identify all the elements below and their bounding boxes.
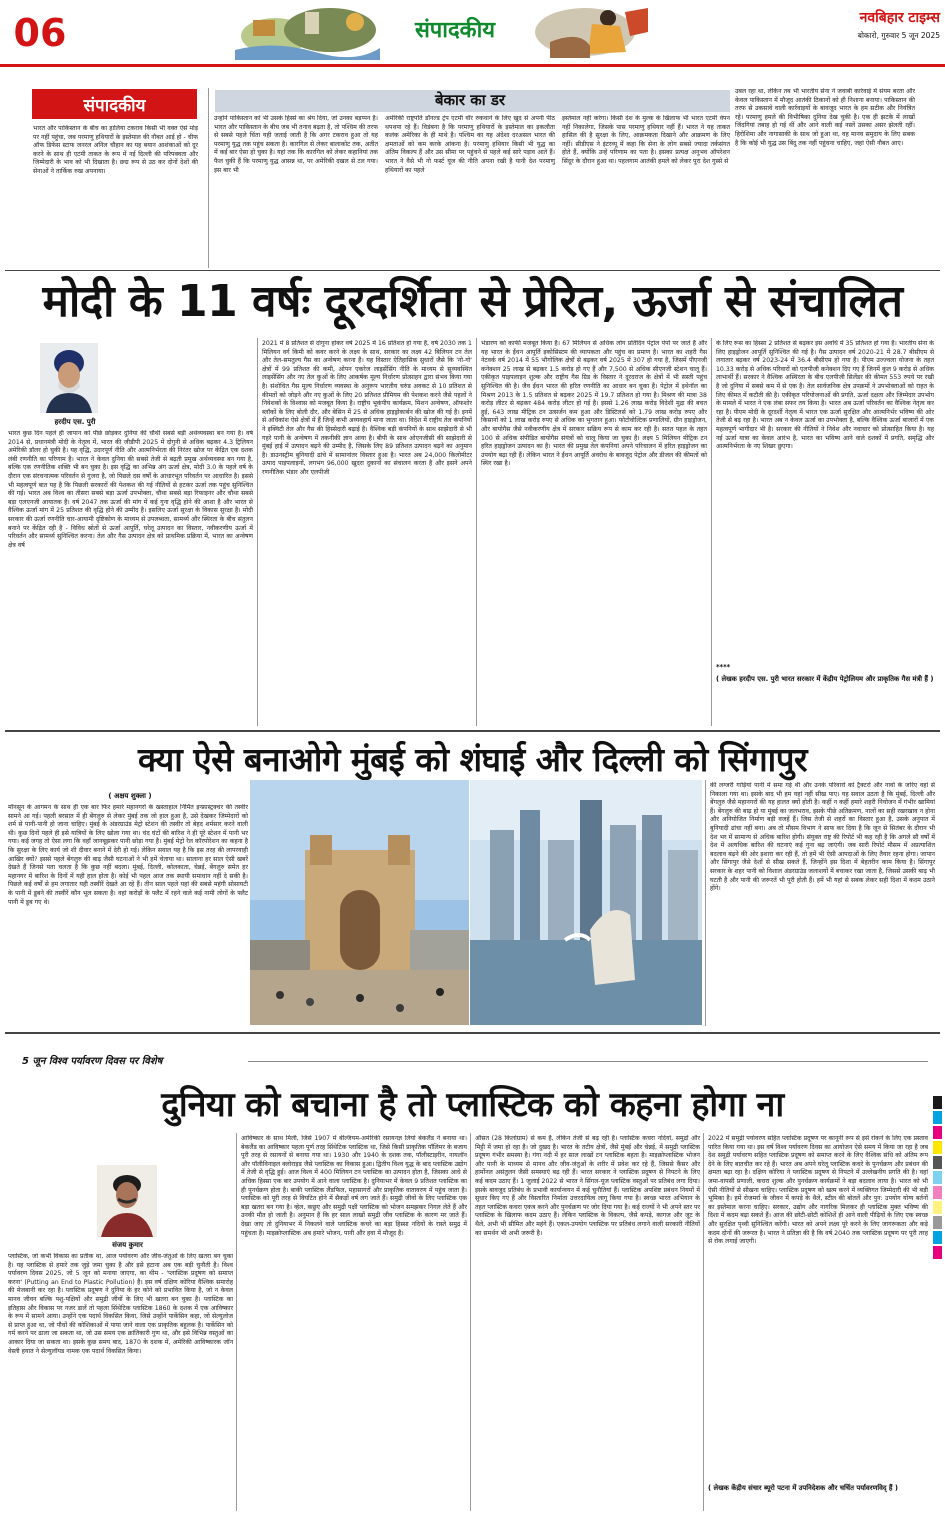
reg-mark [933, 1216, 942, 1229]
reg-mark [933, 1231, 942, 1244]
gateway-of-india-photo [250, 780, 469, 1025]
header-collage-right [530, 2, 650, 60]
reg-mark [933, 1156, 942, 1169]
reg-mark [933, 1171, 942, 1184]
article3-author: संजय कुमार [112, 1241, 143, 1249]
article1-headline: मोदी के 11 वर्षः दूरदर्शिता से प्रेरित, ऊर्जा से संचालित [42, 276, 903, 327]
article2-col-2: की लग्जरी गाड़ियां पानी में समा गई थीं और उनके परिवारों को ट्रैक्टरों और नावों के जरिए वहां से निकाला गया था। इसके बाद भी हम यहां नहीं सीख पाए। यह सवाल उठता है कि मुंबई, दिल्ली और बेंगलुरु जैसे महानगरों की यह हालत क्यों होती है। कहीं न कहीं हमारे शहरी नियोजन में गंभीर खामियां हैं। बेंगलुरु की बाढ़ हो या मुंबई का जलभराव, इसके पीछे अतिक्रमण, नालों का सही रखरखाव न होना और अनियोजित निर्माण बड़ी वजहें हैं। जिस तेजी से शहरों का विस्तार हुआ है, उसके अनुपात में बुनियादी ढांचा नहीं बना। अब तो मौसम विभाग ने साफ कर दिया है कि जून से सितंबर के दौरान भी देश भर में सामान्य से अधिक बारिश होगी। संयुक्त राष्ट्र की रिपोर्ट भी कह रही है कि अगले सौ वर्षों में देश में अत्यधिक बारिश की घटनाएं कई गुना बढ़ जाएंगी। जब सारी रिपोर्ट मौसम में अप्रत्याशित बदलाव बढ़ने की ओर इशारा कर रही हैं, तो हमें भी ऐसी आपदाओं के लिए तैयार रहना होगा। जापान और सिंगापुर जैसे देशों से सीख सकते हैं, जिन्होंने इस दिशा में बेहतरीन काम किया है। सिंगापुर सरकार के शहर पानी को विशाल अंडरग्राउंड जलाशयों में बचाकर रखा जाता है, जिससे उसकी बाढ़ भी घटती है और पानी की जरूरतें भी पूरी होती हैं। हमें भी यहां से सबक लेकर सही दिशा में कदम उठाने होंगे। [710, 782, 935, 893]
header-rule [0, 64, 945, 67]
reg-mark [933, 1126, 942, 1139]
divider [470, 1133, 471, 1511]
author-photo-hardeep-puri [40, 343, 98, 413]
editorial-title: बेकार का डर [434, 91, 506, 109]
section-title: संपादकीय [414, 18, 496, 43]
divider [476, 338, 477, 726]
newspaper-name: नवबिहार टाइम्स [859, 10, 940, 26]
article2-col-1: मॉनसून के आगमन के साथ ही एक बार फिर हमारे महानगरों के खस्ताहाल निर्मित इन्फ्रास्ट्रक्चर की तस्वीर सामने आ गई। पहली बरसात में ही बेंगलुरु से लेकर मुंबई तक जो हाल हुआ है, उसे देखकर जिम्मेदारों को शर्म से पानी-पानी हो जाना चाहिए। मुंबई के अंडरग्राउंड मेट्रो स्टेशन की तस्वीर तो बेहद शर्मसार करने वाली थी। कुछ दिनों पहले ही इसे यात्रियों के लिए खोला गया था। चंद घंटों की बारिश ने ही पूरे स्टेशन में पानी भर गया। कई जगह तो ऐसा लगा कि वहाँ जानबूझकर पानी छोड़ा गया है। मुंबई मेट्रो रेल कॉरपोरेशन का कहना है कि सुरक्षा के लिए कार्य जो शी दीवार बनाने में देरी हो गई। लेकिन सवाल यह है कि इस तरह की लापरवाही आखिर क्यों? इससे पहले बेंगलुरु की बाढ़ जैसी घटनाओं ने भी हमें चेताया था। सालाना हर साल ऐसी खबरें देखते हैं जिनसे पता चलता है कि कुछ नहीं बदला। मुंबई, दिल्ली, कोलकाता, चेन्नई, बेंगलुरु समेत हर महानगर में बारिश के दिनों में यही हाल होता है। कोई भी पहल आज तक स्थायी समाधान नहीं दे सकी है। पिछले कई वर्षों से हम लगातार यही तस्वीरें देखते आ रहे हैं। तीन साल पहले यहां की सबसे महंगी सोसायटी के पानी में डूबने की तस्वीरें कौन भूल सकता है। वहां करोड़ों के फ्लैट में रहने वाले कई नामी लोगों के फ्लैट पानी में डूब गए थे। [8, 804, 248, 906]
registration-marks [933, 1096, 943, 1271]
section-rule [5, 730, 940, 732]
reg-mark [933, 1111, 942, 1124]
article3-col-3: औसत (28 किलोग्राम) से कम है, लेकिन तेजी से बढ़ रही है। प्लास्टिक कचरा नदियों, समुद्रों और मिट्टी में जमा हो रहा है। जो दुखद है। भारत के तटीय क्षेत्रों, जैसे मुंबई और चेन्नई, में समुद्री प्लास्टिक प्रदूषण गंभीर समस्या है। गंगा नदी में हर साल लाखों टन प्लास्टिक बहता है। माइक्रोप्लास्टिक भोजन और पानी के माध्यम से मानव और जीव-जंतुओं के शरीर में प्रवेश कर रहे हैं, जिससे कैंसर और हार्मोनल असंतुलन जैसी समस्याएं बढ़ रही हैं। भारत सरकार ने प्लास्टिक प्रदूषण से निपटने के लिए कई कदम उठाए हैं। 1 जुलाई 2022 से भारत ने सिंगल-यूज प्लास्टिक वस्तुओं पर प्रतिबंध लगा दिया। इसके बावजूद प्रतिबंध के प्रभावी कार्यान्वयन में कई चुनौतियां हैं। प्लास्टिक अपशिष्ट प्रबंधन नियमों में सुधार किए गए हैं और विस्तारित निर्माता उत्तरदायित्व लागू किया गया है। स्वच्छ भारत अभियान के तहत प्लास्टिक कचरा एकत्र करने और पुनर्चक्रण पर जोर दिया गया है। कई राज्यों ने भी अपने स्तर पर प्लास्टिक के खिलाफ कदम उठाए हैं। लेकिन प्लास्टिक के विकल्प, जैसे कपड़े, कागज और जूट के थैले, अभी भी सीमित और महंगे हैं। एकल-उपयोग प्लास्टिक पर प्रतिबंध लगाने वाली सरकारी नीतियों का समर्थन भी अभी जरूरी है। [475, 1135, 700, 1237]
page-number: 06 [13, 11, 67, 55]
article3-col-2: आविष्कार के साथ मिली, जिसे 1907 में बेल्जियम-अमेरिकी रसायनज्ञ लियो बेकलैंड ने बनाया था। बेकलैंड का आविष्कार पहला पूर्ण तरह सिंथेटिक प्लास्टिक था, जिसे किसी प्राकृतिक पॉलिमर के बजाय पूरी तरह से रसायनों से बनाया गया था। 1930 और 1940 के दशक तक, पॉलीस्टाइरीन, नायलॉन और पॉलीविनाइल क्लोराइड जैसे प्लास्टिक का विकास हुआ। द्वितीय विश्व युद्ध के बाद प्लास्टिक उद्योग में तेजी से वृद्धि हुई। आज विश्व में 400 मिलियन टन प्लास्टिक का उत्पादन होता है, जिसका आधे से अधिक हिस्सा एक बार उपयोग में आने वाला प्लास्टिक है। दुनियाभर में केवल 9 प्रतिशत प्लास्टिक का ही पुनर्चक्रण होता है। बाकी प्लास्टिक लैंडफिल, महासागरों और प्राकृतिक वातावरण में पहुंच जाता है। प्लास्टिक को पूरी तरह से विघटित होने में सैकड़ों वर्ष लग जाते हैं। समुद्री जीवों के लिए प्लास्टिक एक बड़ा खतरा बन गया है। व्हेल, कछुए और समुद्री पक्षी प्लास्टिक को भोजन समझकर निगल लेते हैं और उनकी मौत हो जाती है। अनुमान है कि हर साल लाखों समुद्री जीव प्लास्टिक के कारण मर जाते हैं। देखा जाए तो दुनियाभर में निकलने वाले प्लास्टिक कचरे का बड़ा हिस्सा नदियों के रास्ते समुद्र में पहुंचता है। माइक्रोप्लास्टिक अब हमारे भोजन, पानी और हवा में मौजूद है। [241, 1135, 467, 1237]
author-photo-sanjay-kumar [97, 1165, 157, 1237]
article3-author-note: ( लेखक केंद्रीय संचार ब्यूरो पटना में उपनिदेशक और चर्चित पर्यावरणविद् हैं ) [708, 1484, 898, 1492]
editorial-label: संपादकीय [32, 89, 197, 119]
article3-headline: दुनिया को बचाना है तो प्लास्टिक को कहना होगा ना [161, 1085, 784, 1125]
article3-col-4: 2022 में समुद्री पर्यावरण सहित प्लास्टिक प्रदूषण पर कानूनी रूप से इसे रोकने के लिए एक प्रस्ताव पारित किया गया था। इस वर्ष विश्व पर्यावरण दिवस का आयोजन ऐसे समय में किया जा रहा है जब देश समुद्री पर्यावरण सहित प्लास्टिक प्रदूषण को समाप्त करने के लिए वैश्विक संधि को अंतिम रूप देने के लिए बातचीत कर रहे हैं। भारत अब अपने घरेलू प्लास्टिक कचरे के पुनर्चक्रण और प्रबंधन की क्षमता बढ़ा रहा है। दक्षिण कोरिया ने प्लास्टिक प्रदूषण से निपटने में उल्लेखनीय प्रगति की है। वहां जमा-वापसी प्रणाली, कचरा शुल्क और पुनर्चक्रण कार्यक्रमों ने बड़ा बदलाव लाया है। भारत को भी ऐसी नीतियों से सीखना चाहिए। प्लास्टिक प्रदूषण को खत्म करने में व्यक्तिगत जिम्मेदारी की भी बड़ी भूमिका है। हमें रोजमर्रा के जीवन में कपड़े के थैले, स्टील की बोतलें और पुन: उपयोग योग्य बर्तनों का इस्तेमाल करना चाहिए। सरकार, उद्योग और नागरिक मिलकर ही प्लास्टिक मुक्त भविष्य की दिशा में कदम बढ़ा सकते हैं। आज की छोटी-छोटी कोशिशें ही आने वाली पीढ़ियों के लिए एक स्वच्छ और सुरक्षित पृथ्वी सुनिश्चित करेंगी। भारत को अपने लक्ष्य पूरे करने के लिए जागरूकता और कड़े कदम दोनों की जरूरत है। भारत ने प्रतिज्ञा की है कि वर्ष 2040 तक प्लास्टिक प्रदूषण पर पूरी तरह से रोक लगाई जाएगी। [708, 1135, 928, 1246]
article1-col-2: 2021 में 8 प्रतिशत से दोगुना होकर वर्ष 2025 में 16 प्रतिशत हो गया है, वर्ष 2030 तक 1 मिलियन वर्ग किमी को कवर करने के लक्ष्य के साथ, सरकार का लक्ष्य 42 बिलियन टन तेल और तेल-समतुल्य गैस का अन्वेषण करना है। यह विस्तार ऐतिहासिक सुधारों जैसे कि 'नो-गो' क्षेत्रों में 99 प्रतिशत की कमी, ओपन एकरेज लाइसेंसिंग नीति के माध्यम से सुव्यवस्थित लाइसेंसिंग और नए तेल कुओं के लिए आकर्षक मूल्य निर्धारण प्रोत्साहन द्वारा संभव किया गया है। संशोधित गैस मूल्य निर्धारण व्यवस्था के अनुरूप भारतीय चरुंड अवकट से 10 प्रतिशत से कीमतों को जोड़ने और नए कुओं के लिए 20 प्रतिशत प्रीमियम की पेशकश करने जैसे पहलों ने निवेशकों के विश्वास को मजबूत किया है। राष्ट्रीय भूकंपीय कार्यक्रम, मिशन अन्वेषण, ऑफशोर ब्लॉकों के लिए बोली दौर, और बेसिन में 25 से अधिक हाइड्रोकार्बन की खोज की गई है। इनमें से अधिकांश ऐसे क्षेत्रों में हैं जिन्हें कभी अव्यवहार्य माना जाता था। विदेश में राष्ट्रीय तेल कंपनियों ने इक्विटी तेल और गैस की हिस्सेदारी बढ़ाई है। वैश्विक बड़ी कंपनियों के साथ साझेदारी से भी गहरे पानी के अन्वेषण में तकनीकी ज्ञान आया है। बीपी के साथ ओएनजीसी की साझेदारी से मुंबई हाई में उत्पादन बढ़ने की उम्मीद है, जिसके लिए 89 प्रतिशत उत्पादन बढ़ने का अनुमान है। डाउनस्ट्रीम बुनियादी ढांचे में सामानांतर विस्तार हुआ है। भारत अब 24,000 किलोमीटर उत्पाद पाइपलाइनों, लगभग 96,000 खुदरा दुकानों का संचालन करता है और इसने अपने रणनीतिक भंडार और एलपीजी [262, 340, 472, 476]
reg-mark [933, 1141, 942, 1154]
article3-strap: 5 जून विश्व पर्यावरण दिवस पर विशेष [22, 1056, 163, 1067]
divider [711, 338, 712, 726]
reg-mark [933, 1246, 942, 1259]
editorial-col-2: उन्होंने पाकिस्तान को भी उसके हिस्से का श्रेय दिया, जो उनका बड़प्पन है। भारत और पाकिस्तान के बीच जब भी तनाव बढ़ता है, तो पश्चिम की तरफ से सबसे पहले चिंता यही जताई जाती है कि अगर टकराव हुआ तो यह परमाणु युद्ध तक पहुंच सकता है। कारगिल से लेकर बालाकोट तक, अतीत में कई बार ऐसा हो चुका है। यहां तक कि कारगिल को लेकर कहानियां तक फैल चुकी हैं कि परमाणु युद्ध आसन्न था, पर अमेरिकी दखल से टल गया। इस बार भी [214, 115, 378, 174]
article1-stars: **** [716, 663, 731, 671]
article2-headline: क्या ऐसे बनाओगे मुंबई को शंघाई और दिल्ली को सिंगापुर [138, 740, 807, 779]
editorial-col-5: उबल रहा था, लेकिन तब भी भारतीय सेना ने जवाबी कार्रवाई में संयम बरता और केवल पाकिस्तान में मौजूद आतंकी ठिकानों को ही निशाना बनाया। पाकिस्तान की तरफ से उकसावे वाली कार्रवाइयों के बावजूद भारत के हम सटीक और नियंत्रित रहे। परमाणु हमले की विभीषिका दुनिया देख चुकी है। एक ही झटके में लाखों जिंदगियां तबाह हो गई थीं और आने वाली कई नस्लें उसका असर झेलती रहीं। हिरोशिमा और नागासाकी के साथ जो हुआ था, वह मानव समुदाय के लिए सबक है कि कोई भी युद्ध उस बिंदु तक नहीं पहुंचना चाहिए, जहां ऐसी नौबत आए। [735, 88, 915, 147]
reg-mark [933, 1201, 942, 1214]
reg-mark [933, 1096, 942, 1109]
strap-rule [248, 1061, 928, 1062]
section-rule [5, 270, 940, 271]
article3-col-1: प्लास्टिक, जो कभी विकास का प्रतीक था, आज पर्यावरण और जीव-जंतुओं के लिए खतरा बन चुका है। यह प्लास्टिक से हमारे तक जुड़े जमा चुका है और इसे हटाना अब एक बड़ी चुनौती है। विश्व पर्यावरण दिवस 2025, जो 5 जून को मनाया जाएगा, का थीम - 'प्लास्टिक प्रदूषण को समाप्त करना' (Putting an End to Plastic Pollution) है। इस वर्ष दक्षिण कोरिया वैश्विक समारोह की मेजबानी कर रहा है। प्लास्टिक प्रदूषण ने दुनिया के हर कोने को प्रभावित किया है, जो न केवल मानव जीवन बल्कि पशु-पक्षियों और समुद्री जीवों के लिए भी खतरा बन चुका है। प्लास्टिक का इतिहास और विकास पर नजर डालें तो पहला सिंथेटिक प्लास्टिक 1860 के दशक में एक आविष्कार के रूप में सामने आया। उन्होंने एक पदार्थ विकसित किया, जिसे उन्होंने पार्केसिन कहा, जो सेल्युलोज से प्राप्त हुआ था, जो पौधों की कोशिकाओं में पाया जाने वाला एक प्राकृतिक बहुलक है। पार्केसिन को गर्म करने पर ढाला जा सकता था, जो उस समय एक क्रांतिकारी गुण था, और इसे विभिन्न वस्तुओं का आकार दिया जा सकता था। इसके कुछ समय बाद, 1870 के दशक में, अमेरिकी आविष्कारक जॉन वेस्ली हयात ने सेल्युलॉयड नामक एक पदार्थ विकसित किया। [8, 1253, 233, 1355]
dateline: बोकारो, गुरुवार 5 जून 2025 [857, 31, 940, 40]
section-rule [5, 1032, 940, 1034]
article1-author-note: ( लेखक हरदीप एस. पुरी भारत सरकार में केंद्रीय पेट्रोलियम और प्राकृतिक गैस मंत्री हैं ) [716, 675, 934, 683]
divider [236, 1133, 237, 1511]
editorial-col-3: अमेरिकी राष्ट्रपति डॉनल्ड ट्रंप एटमी वॉर रुकवाने के लिए खुद से अपनी पीठ थपथपा रहे हैं। विडंबना है कि परमाणु हथियारों के इस्तेमाल का इकलौता कलंक अमेरिका के ही माथे है। पश्चिम का यह अंदेशा दरअसल भारत की क्षमताओं को कम करके आंकना है। परमाणु हथियार किसी भी युद्ध का अंतिम विकल्प हैं और उस सीमा पर पहुंचने से पहले कई सारे पड़ाव आते हैं। भारत ने वैसे भी नो फर्स्ट यूज की नीति अपना रखी है यानी देश परमाणु हथियारों का पहले [385, 115, 555, 174]
editorial-col-4: इस्तेमाल नहीं करेगा। किसी देश के मुल्क के खिलाफ भी भारत एटमी वेपन नहीं निकालेगा, जिसके पास परमाणु हथियार नहीं हैं। भारत ने यह ताकत हासिल की है सुरक्षा के लिए, आक्रमकता दिखाने और आक्रमण के लिए नहीं। सीडीएस ने इंटरव्यू में कहा कि सेना के लोग सबसे ज्यादा तर्कसंगत होते हैं, क्योंकि उन्हें परिणाम का पता है। इसका प्रत्यक्ष अनुभव ऑपरेशन सिंदूर के दौरान हुआ था। पहलगाम आतंकी हमले को लेकर पूरा देश गुस्से से [562, 115, 730, 165]
editorial-col-1: भारत और पाकिस्तान के बीच का हालिया टकराव किसी भी वक्त ऐसे मोड़ पर नहीं पहुंचा, जब परमाणु हथियारों के इस्तेमाल की नौबत आई हो - चीफ ऑफ डिफेंस स्टाफ जनरल अनिल चौहान का यह बयान आशंकाओं को दूर करने के साथ ही एटमी ताकत के रूप में नई दिल्ली की परिपक्वता और जिम्मेदारी के भाव को भी दिखाता है। छद्म रूप से उठ कर दोनों देशों की सेनाओं ने तार्किक रुख अपनाया। [33, 125, 198, 175]
masthead [790, 8, 940, 58]
header-collage-left [235, 2, 380, 60]
article1-col-1: भारत कुछ दिन पहले ही जापान को पीछे छोड़कर दुनिया की चौथी सबसे बड़ी अर्थव्यवस्था बन गया है। वर्ष 2014 से, प्रधानमंत्री मोदी के नेतृत्व में, भारत की जीडीपी 2025 में दोगुनी से अधिक बढ़कर 4.3 ट्रिलियन अमेरिकी डॉलर हो चुकी है। यह वृद्धि, उदारपूर्ण नीति और आत्मनिर्भरता की निरंतर खोज पर केंद्रित एक दशक लंबी रणनीति का परिणाम है। भारत ने केवल दुनिया की सबसे तेजी से बढ़ती प्रमुख अर्थव्यवस्था बन गया है, बल्कि एक रणनीतिक शक्ति भी बन चुका है। इस वृद्धि का अभिन्न अंग ऊर्जा क्षेत्र, मोदी 3.0 के पहले वर्ष के दौरान एक संरचनात्मक परिवर्तन से गुजरा है, जो पिछले दस वर्षों के आधारभूत परिवर्तन पर आधारित है। इससे भी महत्वपूर्ण बात यह है कि पिछली सरकारों की पेशकश की गई नीतियों से हटकर ऊर्जा तक पहुंच सुनिश्चित की गई। भारत अब विश्व का तीसरा सबसे बड़ा ऊर्जा उपभोक्ता, चौथा सबसे बड़ा रिफाइनर और चौथा सबसे बड़ा एलएनजी आयातक है। वर्ष 2047 तक ऊर्जा की मांग में कई गुना वृद्धि होने की आशा है और भारत से वैश्विक ऊर्जा मांग में 25 प्रतिशत की वृद्धि होने की उम्मीद है। इसलिए ऊर्जा सुरक्षा के विकास सुरक्षा है। मोदी सरकार की ऊर्जा रणनीति चार-आयामी दृष्टिकोण के माध्यम से उपलब्धता, सामर्थ्य और स्थिरता के बीच संतुलन बनाने पर केंद्रित रही है - विविध स्रोतों से ऊर्जा आपूर्ति, घरेलू उत्पादन का विस्तार, नवीकरणीय ऊर्जा में परिवर्तन और सामर्थ्य सुनिश्चित करना। तेल और गैस उत्पादन क्षेत्र को प्राथमिक प्रक्रिया में, भारत का अन्वेषण क्षेत्र वर्ष [8, 430, 253, 549]
article1-author: हरदीप एस. पुरी [54, 418, 96, 426]
article1-col-3: भंडारण को काफी मजबूत किया है। 67 मिलियन से अधिक लोग प्रतिदिन पेट्रोल पंपों पर जाते हैं और यह भारत के ईंधन आपूर्ति इकोसिस्टम की व्यापकता और पहुंच का प्रमाण है। भारत का शहरी गैस नेटवर्क वर्ष 2014 में 55 भौगोलिक क्षेत्रों से बढ़कर वर्ष 2025 में 307 हो गया है, जिसमें पीएनजी कनेक्शन 25 लाख से बढ़कर 1.5 करोड़ हो गए हैं और 7,500 से अधिक सीएनजी स्टेशन चालू हैं। एकीकृत पाइपलाइन शुल्क और राष्ट्रीय गैस ग्रिड के विस्तार ने दूरदराज के क्षेत्रों में भी सस्ती पहुंच सुनिश्चित की है। जैव ईंधन भारत की हरित रणनीति का आधार बन चुका है। पेट्रोल में इथेनॉल का मिश्रण 2013 के 1.5 प्रतिशत से बढ़कर 2025 में 19.7 प्रतिशत हो गया है। मिश्रण की मात्रा 38 करोड़ लीटर से बढ़कर 484 करोड़ लीटर हो गई है। इससे 1.26 लाख करोड़ विदेशी मुद्रा की बचत हुई, 643 लाख मीट्रिक टन उत्सर्जन कम हुआ और डिस्टिलर्स को 1.79 लाख करोड़ रुपए और किसानों को 1 लाख करोड़ रुपए से अधिक का भुगतान हुआ। फोटोवोल्टिक प्रणालियों, ग्रीन हाइड्रोजन, और बायोगैस जैसे नवीकरणीय क्षेत्र में सरकार सक्रिय रूप से काम कर रही है। सतत पहल के तहत 100 से अधिक संपीडित बायोगैस संयंत्रों को चालू किया जा चुका है। लक्ष्य 5 मिलियन मीट्रिक टन हरित हाइड्रोजन उत्पादन का है। भारत की प्रमुख तेल कंपनियां अपने परिचालन में हरित हाइड्रोजन का उपयोग बढ़ा रही हैं। लेकिन भारत ने ईंधन आपूर्ति अवरोध के बावजूद पेट्रोल और डीजल की कीमतों को स्थिर रखा है। [481, 340, 707, 468]
article2-author: ( अक्षय शुक्ला ) [108, 792, 152, 800]
divider [208, 88, 209, 268]
divider [257, 338, 258, 726]
page-header [0, 0, 945, 66]
singapore-merlion-photo [470, 780, 702, 1025]
divider [703, 1133, 704, 1511]
article1-col-4: के लिए रूस का हिस्सा 2 प्रतिशत से बढ़कर इस अवधि में 35 प्रतिशत हो गया है। भारतीय सेना के लिए हाइड्रोजन आपूर्ति सुनिश्चित की गई है। गैस उत्पादन वर्ष 2020-21 में 28.7 बीसीएम से लगातार बढ़कर वर्ष 2023-24 में 36.4 बीसीएम हो गया है। पीएम उज्ज्वला योजना के तहत 10.33 करोड़ से अधिक परिवारों को एलपीजी कनेक्शन दिए गए हैं जिनमें कुल 9 करोड़ से अधिक लाभार्थी हैं। सरकार ने वैश्विक अस्थिरता के बीच एलपीजी सिलेंडर की कीमत 553 रुपये पर रखी है जो दुनिया में सबसे कम में से एक है। तेल सार्वजनिक क्षेत्र उपक्रमों ने उपभोक्ताओं को राहत के लिए कीमत में कटौती की है। एकीकृत परियोजनाओं की प्रगति, ऊर्जा दक्षता और जिम्मेदार उपभोग के मामले में भारत ने एक लंबा सफर तय किया है। भारत अब ऊर्जा परिवर्तन का वैश्विक नेतृत्व कर रहा है। पीएम मोदी के दूरदर्शी नेतृत्व में भारत एक ऊर्जा सुरक्षित और आत्मनिर्भर भविष्य की ओर तेजी से बढ़ रहा है। भारत अब न केवल ऊर्जा का उपभोक्ता है, बल्कि वैश्विक ऊर्जा बाजारों में एक महत्वपूर्ण भागीदार भी है। सरकार की नीतियों ने निवेश और नवाचार को प्रोत्साहित किया है। यह नई ऊर्जा यात्रा का केवल आरंभ है, भारत का भविष्य आने वाले दशकों में प्रगति, समृद्धि और आत्मनिर्भरता के नए शिखर छुएगा। [716, 340, 934, 451]
reg-mark [933, 1186, 942, 1199]
divider [705, 780, 706, 1026]
